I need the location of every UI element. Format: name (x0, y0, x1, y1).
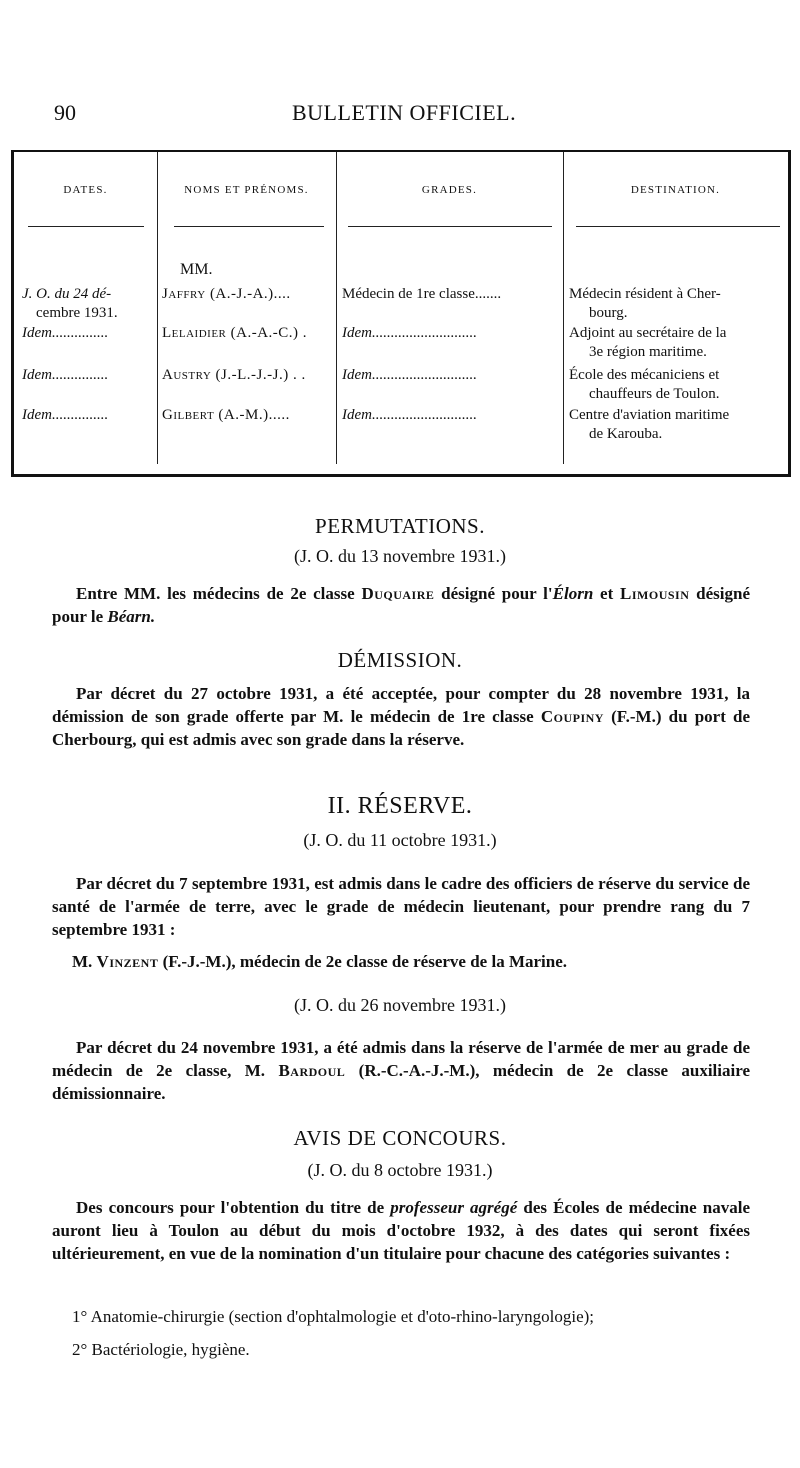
grade-text: Idem............................ (342, 407, 477, 423)
page-number: 90 (54, 100, 76, 125)
appointments-table (11, 150, 791, 477)
section-title-demission: DÉMISSION. (337, 648, 463, 672)
text: Par décret du 24 novembre 1931, a été admis dans la réserve de l'armée de mer au grade de médecin de 2e classe, M. (52, 1038, 750, 1080)
list-item: 2° Bactériologie, hygiène. (72, 1340, 250, 1359)
destination-text: bourg. (589, 305, 628, 321)
header-rule (28, 226, 144, 227)
text: et (600, 584, 614, 603)
paragraph-concours (52, 1196, 750, 1265)
table-row-date (22, 406, 108, 425)
section-title-permutations: PERMUTATIONS. (315, 514, 485, 538)
text: Des concours pour l'obtention du titre de (76, 1198, 385, 1217)
text: (R.-C.-A.-J.-M.), médecin de 2e classe auxiliaire démissionnaire. (52, 1061, 751, 1103)
section-title-reserve: II. RÉSERVE. (327, 793, 473, 819)
column-divider (157, 152, 158, 464)
paragraph-reserve-2 (52, 1036, 750, 1105)
text: (F.-J.-M.), médecin de 2e classe de réserve de la Marine. (162, 952, 568, 971)
grade-text: Idem............................ (342, 325, 477, 341)
text: désigné pour le (52, 584, 750, 626)
column-header-destination: DESTINATION. (630, 184, 721, 196)
column-divider (563, 152, 564, 464)
text: Entre MM. les médecins de 2e classe (76, 584, 355, 603)
table-row-destination (569, 324, 784, 362)
table-row-grade (342, 366, 477, 385)
mm-label: MM. (180, 261, 213, 278)
person-name: Duquaire (361, 584, 435, 603)
table-row-name: Gilbert (A.-M.)..... (162, 407, 290, 423)
person-name: Vinzent (96, 952, 159, 971)
destination-text: 3e région maritime. (589, 344, 707, 360)
destination-text: chauffeurs de Toulon. (589, 386, 720, 402)
table-row-name: Lelaidier (A.-A.-C.) . (162, 325, 308, 341)
destination-text: Médecin résident à Cher- (569, 286, 721, 302)
list-item: 1° Anatomie-chirurgie (section d'ophtalmologie et d'oto-rhino-laryngologie); (72, 1307, 595, 1326)
line-vinzent (72, 952, 567, 972)
title-text: professeur agrégé (390, 1198, 518, 1217)
ship-name: Béarn. (107, 607, 156, 626)
column-divider (336, 152, 337, 464)
table-row-date (22, 285, 154, 323)
table-row-grade (342, 406, 477, 425)
journal-title: BULLETIN OFFICIEL. (292, 100, 517, 125)
destination-text: École des mécaniciens et (569, 367, 720, 383)
column-header-names: NOMS ET PRÉNOMS. (184, 184, 309, 196)
date-text: Idem............... (22, 367, 109, 383)
person-name: Limousin (620, 584, 690, 603)
source-concours: (J. O. du 8 octobre 1931.) (307, 1160, 493, 1180)
header-rule (174, 226, 324, 227)
person-name: Coupiny (540, 707, 604, 726)
text: (F.-M.) du port de Cherbourg, qui est admis avec son grade dans la réserve. (52, 707, 750, 749)
table-row-name: Austry (J.-L.-J.-J.) . . (162, 367, 306, 383)
text: M. (72, 952, 93, 971)
destination-text: Adjoint au secrétaire de la (569, 325, 727, 341)
paragraph-permutations (52, 582, 750, 628)
date-text: Idem............... (22, 407, 109, 423)
column-header-grades: GRADES. (421, 184, 478, 196)
running-head (0, 100, 800, 134)
ship-name: Élorn (552, 584, 594, 603)
date-text: Idem............... (22, 325, 109, 341)
destination-text: Centre d'aviation maritime (569, 407, 730, 423)
table-row-name: Jaffry (A.-J.-A.).... (162, 286, 291, 302)
date-text: cembre 1931. (36, 305, 118, 321)
table-row-destination (569, 406, 784, 444)
source-reserve-1: (J. O. du 11 octobre 1931.) (303, 830, 497, 850)
source-reserve-2: (J. O. du 26 novembre 1931.) (294, 995, 506, 1015)
table-row-destination (569, 366, 784, 404)
paragraph-reserve-1: Par décret du 7 septembre 1931, est admis dans le cadre des officiers de réserve du service de santé de l'armée de terre, avec le grade de médecin lieutenant, pour prendre rang du 7 septembre 1931 : (52, 874, 750, 939)
table-row-date (22, 324, 108, 343)
text: Par décret du 27 octobre 1931, a été acceptée, pour compter du 28 novembre 1931, la démission de son grade offerte par M. le médecin de 1re classe (52, 684, 750, 726)
table-row-date (22, 366, 108, 385)
grade-text: Idem............................ (342, 367, 477, 383)
column-header-dates: DATES. (63, 184, 108, 196)
text: désigné pour l' (441, 584, 553, 603)
table-row-grade (342, 324, 477, 343)
destination-text: de Karouba. (589, 426, 663, 442)
person-name: Bardoul (278, 1061, 346, 1080)
table-row-destination (569, 285, 784, 323)
date-text: J. O. du 24 dé- (22, 286, 112, 302)
text: des Écoles de médecine navale auront lieu à Toulon au début du mois d'octobre 1932, à des dates qui seront fixées ultérieurement, en vue de la nomination d'un titulaire pour chacune des catégories suivantes : (52, 1198, 750, 1263)
header-rule (348, 226, 552, 227)
source-permutations: (J. O. du 13 novembre 1931.) (294, 546, 506, 566)
header-rule (576, 226, 780, 227)
table-row-grade: Médecin de 1re classe....... (342, 286, 502, 302)
paragraph-demission (52, 682, 750, 751)
section-title-concours: AVIS DE CONCOURS. (293, 1126, 507, 1150)
